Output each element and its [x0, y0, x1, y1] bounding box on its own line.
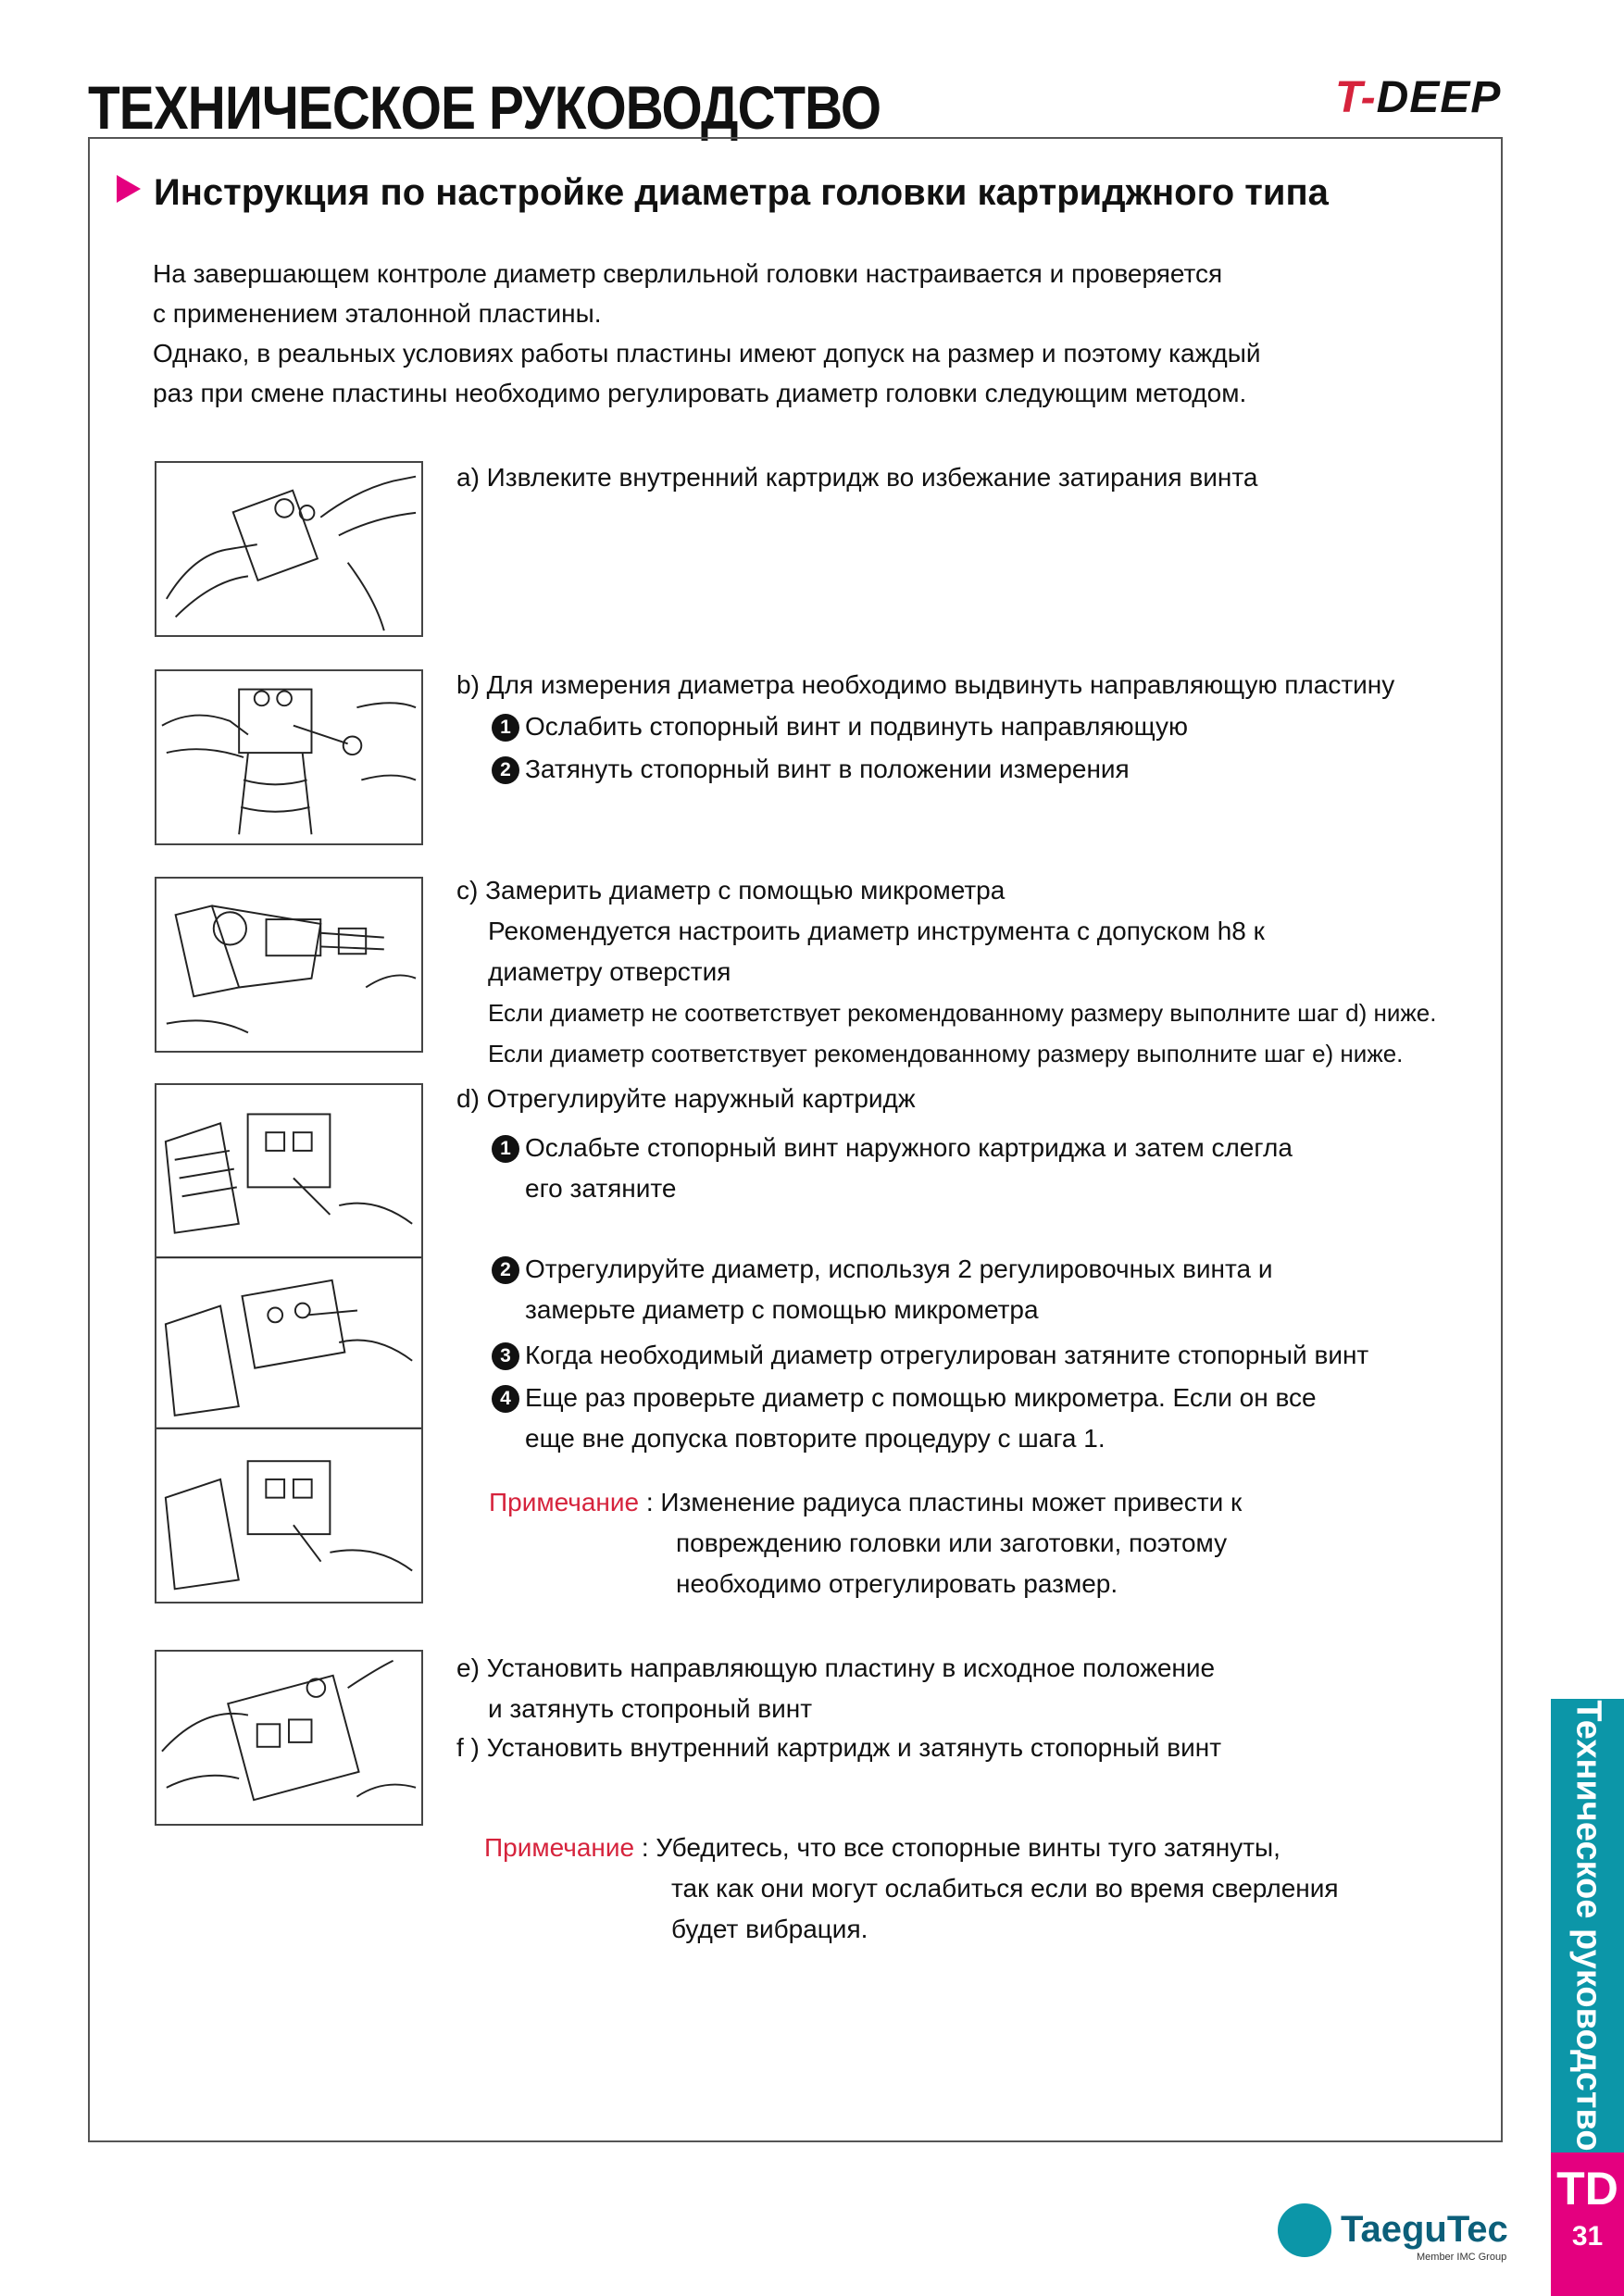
- step-d-item-1: 1 Ослабьте стопорный винт наружного картриджа и затем слегла его затяните: [492, 1128, 1293, 1209]
- page-number-box: TD 31: [1551, 2152, 1624, 2296]
- taegutec-logo-icon: [1278, 2203, 1331, 2257]
- illustration-remove-cartridge: [155, 461, 423, 637]
- side-section-tab: Техническое руководство: [1551, 1699, 1624, 2152]
- step-a: a) Извлеките внутренний картридж во избежание затирания винта: [456, 463, 1258, 492]
- number-3-icon: 3: [492, 1342, 519, 1370]
- step-b-item-1: 1 Ослабить стопорный винт и подвинуть направляющую: [492, 706, 1188, 747]
- illustration-guide-pad: [155, 669, 423, 845]
- step-c: c) Замерить диаметр с помощью микрометра Рекомендуется настроить диаметр инструмента с допуском h8 к диаметру отверстия Если диаметр не соответствует рекомендованному размеру выполните шаг d) ниже. Если диаметр соответствует рекомендованному размеру выполните шаг e) ниже.: [456, 876, 1437, 1067]
- final-note: Примечание : Убедитесь, что все стопорные винты туго затянуты, так как они могут ослабиться если во время сверления будет вибрация.: [484, 1833, 1339, 1943]
- step-d-note: Примечание : Изменение радиуса пластины может привести к повреждению головки или заготовки, поэтому необходимо отрегулировать размер.: [489, 1488, 1243, 1598]
- step-d-item-3: 3 Когда необходимый диаметр отрегулирован затяните стопорный винт: [492, 1335, 1368, 1376]
- number-2-icon: 2: [492, 1256, 519, 1284]
- t-deep-logo: T-DEEP: [1335, 73, 1502, 122]
- illustration-outer-cartridge-set: [155, 1083, 423, 1603]
- step-d-title: d) Отрегулируйте наружный картридж: [456, 1084, 916, 1113]
- number-4-icon: 4: [492, 1385, 519, 1413]
- page-title: ТЕХНИЧЕСКОЕ РУКОВОДСТВО: [88, 73, 881, 142]
- triangle-bullet-icon: [117, 175, 141, 203]
- number-2-icon: 2: [492, 756, 519, 784]
- illustration-reinstall: [155, 1650, 423, 1826]
- number-1-icon: 1: [492, 714, 519, 742]
- intro-text: На завершающем контроле диаметр сверлильной головки настраивается и проверяется с применением эталонной пластины. Однако, в реальных условиях работы пластины имеют допуск на размер и поэтому каждый раз при смене пластины необходимо регулировать диаметр головки следующим методом.: [153, 259, 1261, 407]
- step-f: f ) Установить внутренний картридж и затянуть стопорный винт: [456, 1733, 1222, 1762]
- number-1-icon: 1: [492, 1135, 519, 1163]
- section-title: Инструкция по настройке диаметра головки картриджного типа: [117, 172, 1329, 214]
- step-e: e) Установить направляющую пластину в исходное положение и затянуть стопроный винт: [456, 1653, 1216, 1723]
- step-b-item-2: 2 Затянуть стопорный винт в положении измерения: [492, 749, 1130, 790]
- step-d-item-4: 4 Еще раз проверьте диаметр с помощью микрометра. Если он все еще вне допуска повторите процедуру с шага 1.: [492, 1378, 1317, 1459]
- step-d-item-2: 2 Отрегулируйте диаметр, используя 2 регулировочных винта и замерьте диаметр с помощью микрометра: [492, 1249, 1273, 1330]
- illustration-micrometer: [155, 877, 423, 1053]
- step-b-title: b) Для измерения диаметра необходимо выдвинуть направляющую пластину: [456, 670, 1395, 699]
